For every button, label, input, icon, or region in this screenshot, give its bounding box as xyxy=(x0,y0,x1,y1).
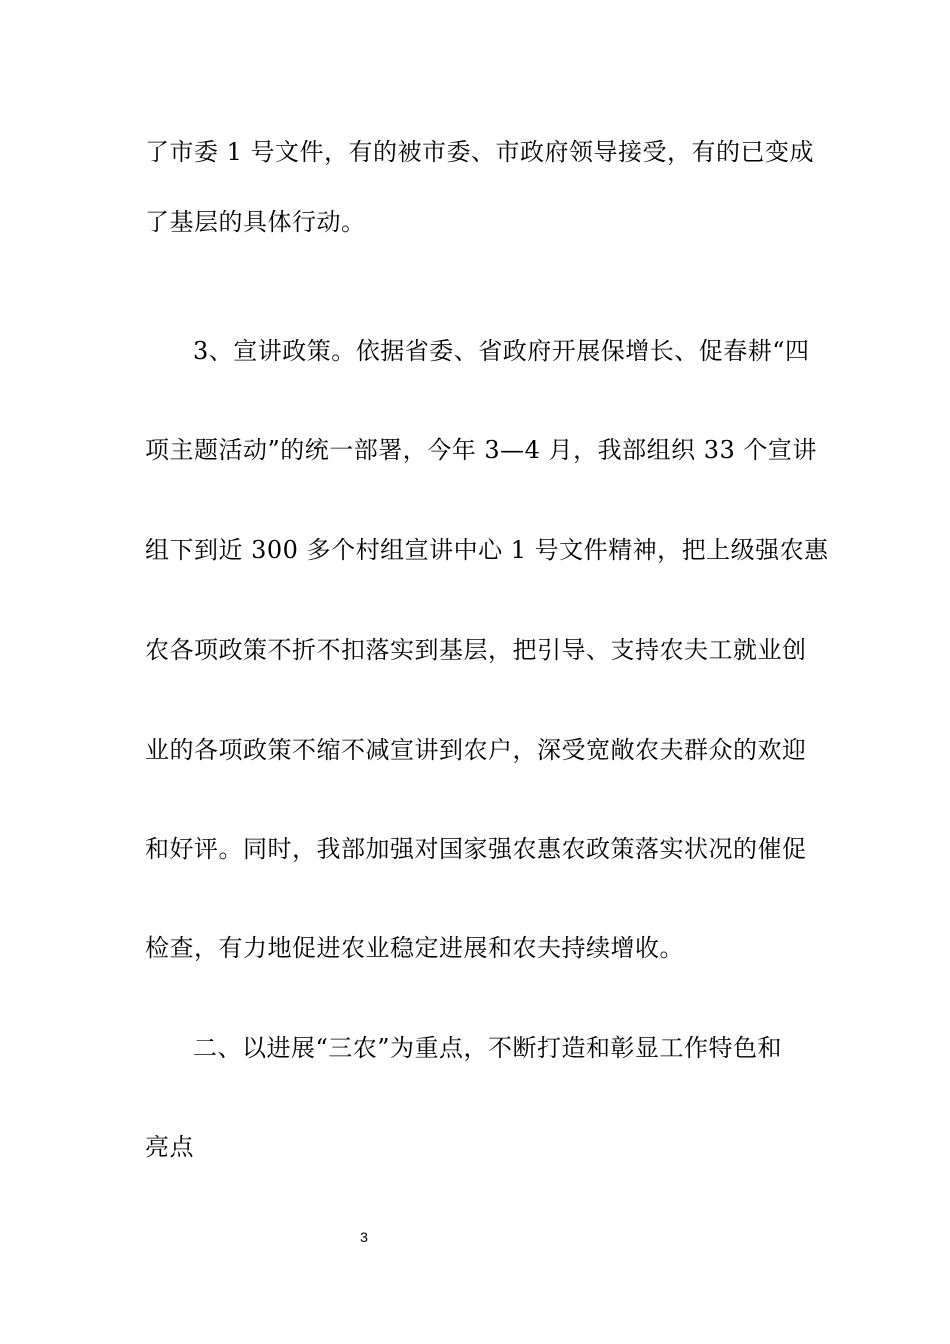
page-number: 3 xyxy=(360,1229,368,1245)
paragraph-line-2: 了基层的具体行动。 xyxy=(145,208,366,236)
paragraph-line-9: 检查，有力地促进农业稳定进展和农夫持续增收。 xyxy=(145,934,684,962)
paragraph-line-7: 业的各项政策不缩不减宣讲到农户，深受宽敞农夫群众的欢迎 xyxy=(145,736,807,764)
paragraph-line-8: 和好评。同时，我部加强对国家强农惠农政策落实状况的催促 xyxy=(145,835,807,863)
paragraph-line-1: 了市委 1 号文件，有的被市委、市政府领导接受，有的已变成 xyxy=(145,138,815,166)
section-heading-line-1: 二、以进展“三农”为重点，不断打造和彰显工作特色和 xyxy=(193,1034,783,1062)
paragraph-line-6: 农各项政策不折不扣落实到基层，把引导、支持农夫工就业创 xyxy=(145,636,807,664)
paragraph-line-5: 组下到近 300 多个村组宣讲中心 1 号文件精神，把上级强农惠 xyxy=(145,536,829,564)
paragraph-line-4: 项主题活动”的统一部署，今年 3—4 月，我部组织 33 个宣讲 xyxy=(145,436,817,464)
paragraph-line-3: 3、宣讲政策。依据省委、省政府开展保增长、促春耕“四 xyxy=(193,337,810,365)
section-heading-line-2: 亮点 xyxy=(145,1133,194,1161)
